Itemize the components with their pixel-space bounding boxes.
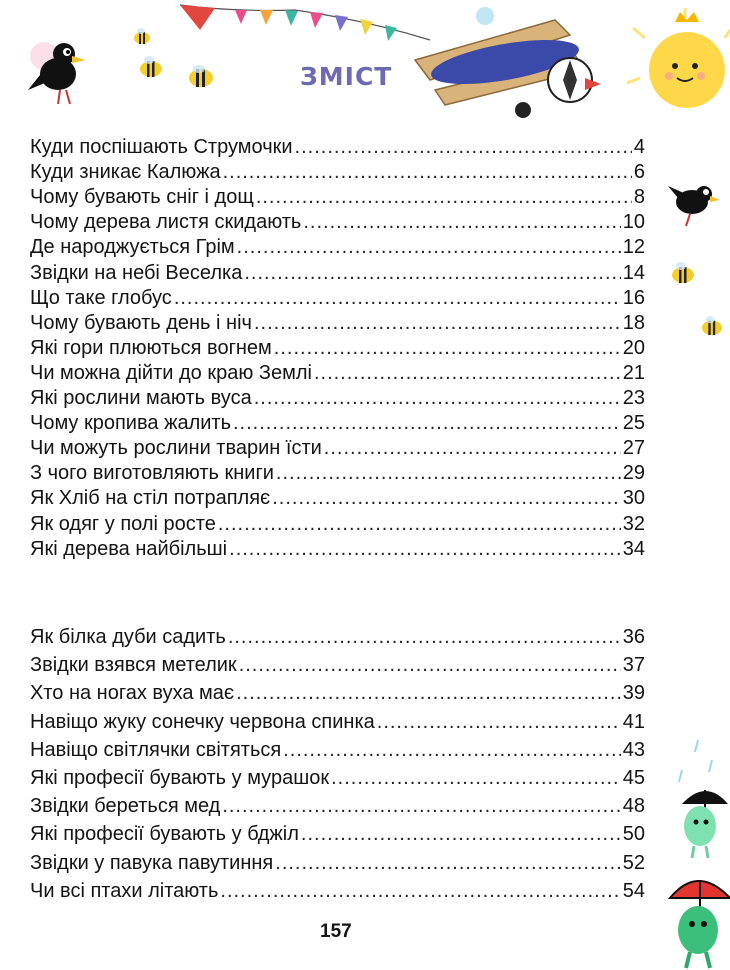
dot-leader <box>377 709 621 735</box>
toc-entry-page: 10 <box>622 211 645 234</box>
toc-entry-title: Чому дерева листя скидають <box>30 211 302 234</box>
dot-leader <box>295 134 632 160</box>
dot-leader <box>274 335 621 361</box>
toc-entry-title: Звідки на небі Веселка <box>30 261 243 284</box>
toc-entry-page: 41 <box>622 710 645 733</box>
dot-leader <box>283 737 621 763</box>
toc-entry[interactable] <box>30 310 645 336</box>
toc-entry-page: 23 <box>622 387 645 409</box>
toc-entry-title: Як Хліб на стіл потрапляє <box>30 487 271 510</box>
toc-entry-title: Де народжується Грім <box>30 236 235 259</box>
page-number: 157 <box>320 921 352 942</box>
dot-leader <box>301 821 621 847</box>
toc-entry-page: 43 <box>622 738 645 761</box>
dot-leader <box>236 680 621 706</box>
toc-entry-page: 18 <box>622 311 645 334</box>
toc-entry-page: 14 <box>622 261 645 284</box>
toc-entry[interactable] <box>30 624 645 650</box>
toc-entry[interactable] <box>30 680 645 706</box>
dot-leader <box>324 435 621 461</box>
toc-entry-title: Чому кропива жалить <box>30 412 231 435</box>
toc-entry[interactable] <box>30 134 645 160</box>
dot-leader <box>272 485 621 511</box>
dot-leader <box>275 850 620 876</box>
toc-entry-title: Чи можна дійти до краю Землі <box>30 361 312 384</box>
toc-entry-title: Які гори плюються вогнем <box>30 336 272 359</box>
dot-leader <box>239 652 621 678</box>
toc-entry[interactable] <box>30 285 645 311</box>
toc-entry-page: 52 <box>622 851 645 874</box>
toc-entry-page: 36 <box>622 626 645 648</box>
toc-entry-title: Куди зникає Калюжа <box>30 161 221 184</box>
dot-leader <box>244 260 620 286</box>
dot-leader <box>229 536 621 562</box>
toc-entry[interactable] <box>30 460 645 486</box>
toc-entry-page: 45 <box>622 767 645 789</box>
dot-leader <box>256 184 632 210</box>
toc-entry-title: Що таке глобус <box>30 286 172 309</box>
dot-leader <box>276 460 621 486</box>
toc-entry[interactable] <box>30 737 645 763</box>
toc-entry-page: 20 <box>622 336 645 359</box>
toc-entry-title: Які професії бувають у мурашок <box>30 767 330 789</box>
toc-entry[interactable] <box>30 184 645 210</box>
toc-entry-title: Звідки взявся метелик <box>30 654 237 677</box>
toc-entry-title: Куди поспішають Струмочки <box>30 136 293 158</box>
toc-entry-title: Як одяг у полі росте <box>30 512 216 535</box>
toc-entry-title: Які дерева найбільші <box>30 537 228 560</box>
toc-entry-title: Чи всі птахи літають <box>30 879 219 902</box>
toc-entry-page: 34 <box>622 537 645 560</box>
toc-entry-title: Як білка дуби садить <box>30 626 226 648</box>
toc-entry-title: Навіщо світлячки світяться <box>30 738 282 761</box>
toc-entry-title: Чи можуть рослини тварин їсти <box>30 437 322 460</box>
toc-entry-page: 25 <box>622 412 645 435</box>
toc-entry[interactable] <box>30 511 645 537</box>
toc-entry-page: 4 <box>633 136 645 158</box>
toc-entry-page: 48 <box>622 795 645 818</box>
dot-leader <box>223 159 632 185</box>
toc-entry[interactable] <box>30 878 645 904</box>
toc-entry[interactable] <box>30 260 645 286</box>
page-title: ЗМІСТ <box>300 62 393 91</box>
toc-entry[interactable] <box>30 335 645 361</box>
toc-entry-page: 8 <box>633 186 645 209</box>
toc-entry[interactable] <box>30 485 645 511</box>
toc-entry[interactable] <box>30 234 645 260</box>
dot-leader <box>314 360 621 386</box>
toc-entry[interactable] <box>30 385 645 411</box>
toc-entry-page: 29 <box>622 462 645 485</box>
dot-leader <box>174 285 621 311</box>
toc-entry[interactable] <box>30 850 645 876</box>
toc-entry[interactable] <box>30 209 645 235</box>
toc-entry-page: 6 <box>633 161 645 184</box>
dot-leader <box>228 624 621 650</box>
toc-entry[interactable] <box>30 793 645 819</box>
toc-entry-title: З чого виготовляють книги <box>30 462 274 485</box>
toc-entry-page: 39 <box>622 682 645 705</box>
dot-leader <box>233 410 621 436</box>
toc-entry-page: 54 <box>622 879 645 902</box>
toc-entry-title: Чому бувають сніг і дощ <box>30 186 254 209</box>
toc-entry[interactable] <box>30 159 645 185</box>
toc-entry[interactable] <box>30 435 645 461</box>
dot-leader <box>220 878 620 904</box>
dot-leader <box>237 234 621 260</box>
toc-entry-page: 12 <box>622 236 645 259</box>
toc-entry-title: Хто на ногах вуха має <box>30 682 235 705</box>
toc-entry-title: Звідки у павука павутиння <box>30 851 274 874</box>
toc-entry-title: Які професії бувають у бджіл <box>30 823 299 846</box>
toc-entry-title: Навіщо жуку сонечку червона спинка <box>30 710 375 733</box>
toc-entry-page: 21 <box>622 361 645 384</box>
toc-entry-page: 16 <box>622 286 645 309</box>
toc-entry[interactable] <box>30 652 645 678</box>
dot-leader <box>222 793 620 819</box>
dot-leader <box>303 209 620 235</box>
toc-entry[interactable] <box>30 765 645 791</box>
toc-entry[interactable] <box>30 821 645 847</box>
dot-leader <box>254 310 621 336</box>
toc-entry-title: Чому бувають день і ніч <box>30 311 252 334</box>
dot-leader <box>254 385 621 411</box>
dot-leader <box>218 511 621 537</box>
toc-entry-page: 32 <box>622 512 645 535</box>
toc-entry-page: 37 <box>622 654 645 677</box>
dot-leader <box>331 765 621 791</box>
toc-entry[interactable] <box>30 709 645 735</box>
toc-entry-page: 50 <box>622 823 645 846</box>
toc-entry-title: Які рослини мають вуса <box>30 387 252 409</box>
toc-entry[interactable] <box>30 410 645 436</box>
toc-entry[interactable] <box>30 360 645 386</box>
toc-entry-page: 27 <box>622 437 645 460</box>
toc-entry[interactable] <box>30 536 645 562</box>
toc-entry-page: 30 <box>622 487 645 510</box>
toc-entry-title: Звідки береться мед <box>30 795 221 818</box>
